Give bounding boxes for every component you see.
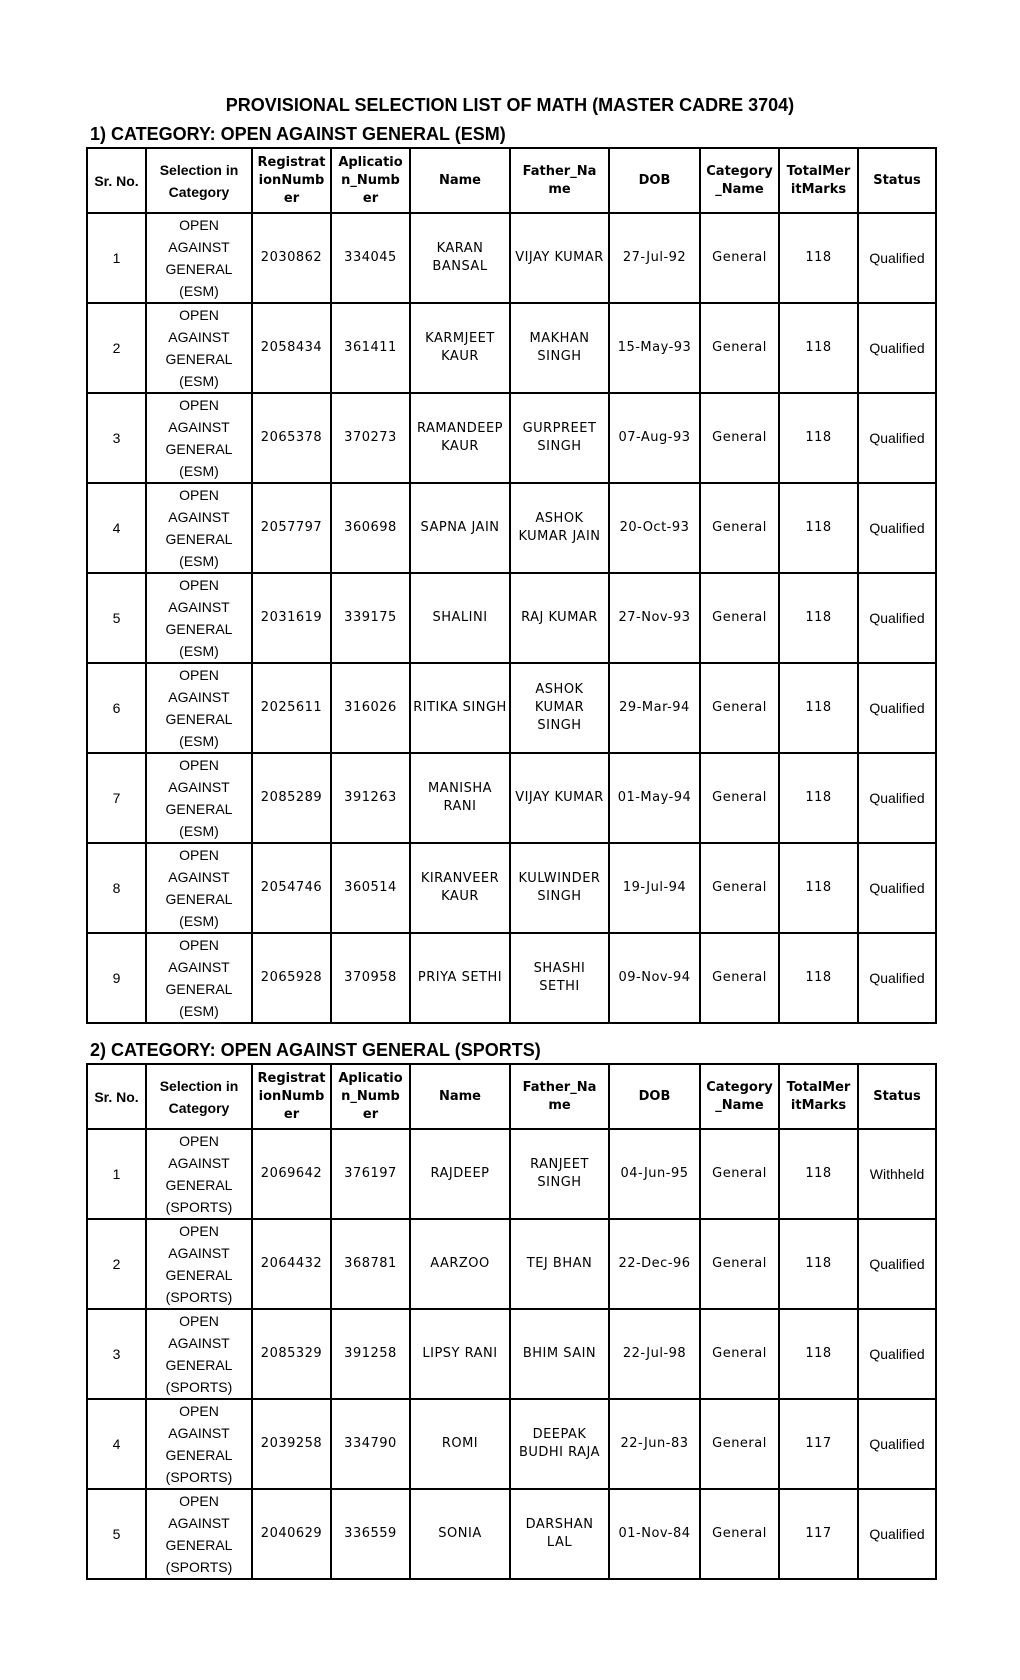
cell-sr-no: 6 (87, 663, 146, 753)
cell-dob: 22-Dec-96 (609, 1219, 700, 1309)
cell-sr-no: 8 (87, 843, 146, 933)
cell-selection-in-category: OPEN AGAINST GENERAL (ESM) (146, 573, 252, 663)
cell-category-name: General (700, 393, 779, 483)
header-dob: DOB (609, 1064, 700, 1129)
cell-sr-no: 3 (87, 393, 146, 483)
cell-father-name: DARSHAN LAL (510, 1489, 609, 1579)
cell-dob: 27-Nov-93 (609, 573, 700, 663)
cell-sr-no: 1 (87, 1129, 146, 1219)
cell-registration-number: 2085289 (252, 753, 331, 843)
cell-registration-number: 2064432 (252, 1219, 331, 1309)
cell-dob: 01-May-94 (609, 753, 700, 843)
cell-status: Qualified (858, 753, 936, 843)
cell-registration-number: 2065928 (252, 933, 331, 1023)
cell-name: PRIYA SETHI (410, 933, 510, 1023)
cell-sr-no: 3 (87, 1309, 146, 1399)
cell-father-name: RANJEET SINGH (510, 1129, 609, 1219)
cell-total-merit-marks: 117 (779, 1489, 858, 1579)
cell-dob: 22-Jun-83 (609, 1399, 700, 1489)
cell-total-merit-marks: 118 (779, 843, 858, 933)
cell-selection-in-category: OPEN AGAINST GENERAL (ESM) (146, 663, 252, 753)
cell-status: Qualified (858, 1309, 936, 1399)
header-selection-in-category: Selection in Category (146, 1064, 252, 1129)
table-row (87, 1309, 936, 1399)
cell-registration-number: 2058434 (252, 303, 331, 393)
cell-father-name: DEEPAK BUDHI RAJA (510, 1399, 609, 1489)
cell-sr-no: 2 (87, 1219, 146, 1309)
cell-selection-in-category: OPEN AGAINST GENERAL (ESM) (146, 213, 252, 303)
cell-name: AARZOO (410, 1219, 510, 1309)
cell-selection-in-category: OPEN AGAINST GENERAL (ESM) (146, 483, 252, 573)
cell-name: RAMANDEEP KAUR (410, 393, 510, 483)
cell-application-number: 336559 (331, 1489, 410, 1579)
cell-status: Qualified (858, 1489, 936, 1579)
cell-selection-in-category: OPEN AGAINST GENERAL (SPORTS) (146, 1489, 252, 1579)
cell-total-merit-marks: 118 (779, 303, 858, 393)
header-status: Status (858, 1064, 936, 1129)
table-row (87, 393, 936, 483)
cell-total-merit-marks: 118 (779, 1219, 858, 1309)
cell-father-name: ASHOK KUMAR SINGH (510, 663, 609, 753)
cell-total-merit-marks: 118 (779, 393, 858, 483)
cell-category-name: General (700, 933, 779, 1023)
cell-registration-number: 2054746 (252, 843, 331, 933)
header-selection-in-category: Selection in Category (146, 148, 252, 213)
header-father-name: Father_Na me (510, 1064, 609, 1129)
cell-category-name: General (700, 303, 779, 393)
cell-category-name: General (700, 843, 779, 933)
cell-father-name: TEJ BHAN (510, 1219, 609, 1309)
cell-name: KIRANVEER KAUR (410, 843, 510, 933)
cell-selection-in-category: OPEN AGAINST GENERAL (ESM) (146, 303, 252, 393)
cell-father-name: GURPREET SINGH (510, 393, 609, 483)
cell-category-name: General (700, 663, 779, 753)
header-father-name: Father_Na me (510, 148, 609, 213)
table-row (87, 483, 936, 573)
cell-selection-in-category: OPEN AGAINST GENERAL (ESM) (146, 843, 252, 933)
section-heading-sports: 2) CATEGORY: OPEN AGAINST GENERAL (SPORTS) (90, 1040, 541, 1060)
cell-category-name: General (700, 753, 779, 843)
cell-name: KARMJEET KAUR (410, 303, 510, 393)
cell-selection-in-category: OPEN AGAINST GENERAL (SPORTS) (146, 1309, 252, 1399)
cell-application-number: 316026 (331, 663, 410, 753)
cell-application-number: 361411 (331, 303, 410, 393)
cell-registration-number: 2039258 (252, 1399, 331, 1489)
cell-father-name: KULWINDER SINGH (510, 843, 609, 933)
cell-registration-number: 2040629 (252, 1489, 331, 1579)
cell-application-number: 334045 (331, 213, 410, 303)
cell-father-name: VIJAY KUMAR (510, 753, 609, 843)
cell-name: SONIA (410, 1489, 510, 1579)
cell-category-name: General (700, 1309, 779, 1399)
header-name: Name (410, 1064, 510, 1129)
cell-sr-no: 5 (87, 573, 146, 663)
cell-application-number: 360698 (331, 483, 410, 573)
cell-name: SAPNA JAIN (410, 483, 510, 573)
cell-total-merit-marks: 117 (779, 1399, 858, 1489)
cell-status: Qualified (858, 843, 936, 933)
cell-registration-number: 2057797 (252, 483, 331, 573)
cell-application-number: 376197 (331, 1129, 410, 1219)
cell-registration-number: 2069642 (252, 1129, 331, 1219)
table-row (87, 1489, 936, 1579)
cell-application-number: 339175 (331, 573, 410, 663)
header-registration-number: Registrat ionNumb er (252, 1064, 331, 1129)
cell-status: Qualified (858, 573, 936, 663)
cell-status: Withheld (858, 1129, 936, 1219)
cell-father-name: SHASHI SETHI (510, 933, 609, 1023)
cell-total-merit-marks: 118 (779, 573, 858, 663)
header-sr-no: Sr. No. (87, 148, 146, 213)
cell-total-merit-marks: 118 (779, 483, 858, 573)
table-header-row (87, 1064, 936, 1129)
cell-dob: 22-Jul-98 (609, 1309, 700, 1399)
cell-selection-in-category: OPEN AGAINST GENERAL (SPORTS) (146, 1399, 252, 1489)
cell-dob: 07-Aug-93 (609, 393, 700, 483)
cell-selection-in-category: OPEN AGAINST GENERAL (ESM) (146, 933, 252, 1023)
cell-status: Qualified (858, 1219, 936, 1309)
cell-dob: 19-Jul-94 (609, 843, 700, 933)
cell-status: Qualified (858, 933, 936, 1023)
cell-father-name: RAJ KUMAR (510, 573, 609, 663)
cell-registration-number: 2085329 (252, 1309, 331, 1399)
cell-registration-number: 2030862 (252, 213, 331, 303)
table-row (87, 303, 936, 393)
table-row (87, 213, 936, 303)
header-category-name: Category _Name (700, 148, 779, 213)
cell-registration-number: 2031619 (252, 573, 331, 663)
header-application-number: Aplicatio n_Numb er (331, 1064, 410, 1129)
cell-selection-in-category: OPEN AGAINST GENERAL (SPORTS) (146, 1129, 252, 1219)
cell-category-name: General (700, 573, 779, 663)
cell-dob: 27-Jul-92 (609, 213, 700, 303)
cell-status: Qualified (858, 393, 936, 483)
cell-application-number: 368781 (331, 1219, 410, 1309)
cell-name: RITIKA SINGH (410, 663, 510, 753)
cell-category-name: General (700, 483, 779, 573)
table-row (87, 1129, 936, 1219)
cell-sr-no: 1 (87, 213, 146, 303)
table-row (87, 573, 936, 663)
cell-name: KARAN BANSAL (410, 213, 510, 303)
cell-status: Qualified (858, 483, 936, 573)
table-row (87, 933, 936, 1023)
header-total-merit-marks: TotalMer itMarks (779, 148, 858, 213)
section-heading-esm: 1) CATEGORY: OPEN AGAINST GENERAL (ESM) (90, 124, 506, 144)
header-status: Status (858, 148, 936, 213)
cell-total-merit-marks: 118 (779, 213, 858, 303)
cell-selection-in-category: OPEN AGAINST GENERAL (SPORTS) (146, 1219, 252, 1309)
table-row (87, 753, 936, 843)
cell-category-name: General (700, 1399, 779, 1489)
cell-application-number: 391263 (331, 753, 410, 843)
header-category-name: Category _Name (700, 1064, 779, 1129)
cell-application-number: 370273 (331, 393, 410, 483)
cell-total-merit-marks: 118 (779, 753, 858, 843)
cell-father-name: ASHOK KUMAR JAIN (510, 483, 609, 573)
cell-total-merit-marks: 118 (779, 663, 858, 753)
cell-category-name: General (700, 1219, 779, 1309)
cell-name: MANISHA RANI (410, 753, 510, 843)
cell-total-merit-marks: 118 (779, 1309, 858, 1399)
cell-total-merit-marks: 118 (779, 1129, 858, 1219)
cell-sr-no: 4 (87, 483, 146, 573)
cell-selection-in-category: OPEN AGAINST GENERAL (ESM) (146, 393, 252, 483)
cell-father-name: VIJAY KUMAR (510, 213, 609, 303)
table-header-row (87, 148, 936, 213)
header-registration-number: Registrat ionNumb er (252, 148, 331, 213)
header-total-merit-marks: TotalMer itMarks (779, 1064, 858, 1129)
cell-sr-no: 9 (87, 933, 146, 1023)
cell-application-number: 370958 (331, 933, 410, 1023)
table-row (87, 843, 936, 933)
table-row (87, 1219, 936, 1309)
cell-sr-no: 5 (87, 1489, 146, 1579)
cell-status: Qualified (858, 303, 936, 393)
cell-dob: 20-Oct-93 (609, 483, 700, 573)
cell-application-number: 334790 (331, 1399, 410, 1489)
cell-category-name: General (700, 1129, 779, 1219)
cell-application-number: 360514 (331, 843, 410, 933)
cell-sr-no: 7 (87, 753, 146, 843)
cell-sr-no: 2 (87, 303, 146, 393)
selection-table-esm (86, 147, 937, 1024)
selection-table-sports (86, 1063, 937, 1580)
table-row (87, 663, 936, 753)
cell-registration-number: 2025611 (252, 663, 331, 753)
cell-total-merit-marks: 118 (779, 933, 858, 1023)
cell-sr-no: 4 (87, 1399, 146, 1489)
cell-name: SHALINI (410, 573, 510, 663)
cell-registration-number: 2065378 (252, 393, 331, 483)
cell-category-name: General (700, 1489, 779, 1579)
cell-name: RAJDEEP (410, 1129, 510, 1219)
cell-name: LIPSY RANI (410, 1309, 510, 1399)
cell-status: Qualified (858, 1399, 936, 1489)
cell-dob: 15-May-93 (609, 303, 700, 393)
cell-status: Qualified (858, 213, 936, 303)
cell-dob: 09-Nov-94 (609, 933, 700, 1023)
cell-application-number: 391258 (331, 1309, 410, 1399)
header-sr-no: Sr. No. (87, 1064, 146, 1129)
cell-father-name: BHIM SAIN (510, 1309, 609, 1399)
header-dob: DOB (609, 148, 700, 213)
cell-dob: 04-Jun-95 (609, 1129, 700, 1219)
cell-name: ROMI (410, 1399, 510, 1489)
table-row (87, 1399, 936, 1489)
cell-father-name: MAKHAN SINGH (510, 303, 609, 393)
header-application-number: Aplicatio n_Numb er (331, 148, 410, 213)
header-name: Name (410, 148, 510, 213)
cell-dob: 01-Nov-84 (609, 1489, 700, 1579)
cell-status: Qualified (858, 663, 936, 753)
cell-selection-in-category: OPEN AGAINST GENERAL (ESM) (146, 753, 252, 843)
cell-category-name: General (700, 213, 779, 303)
page-title: PROVISIONAL SELECTION LIST OF MATH (MASTER CADRE 3704) (225, 95, 795, 115)
cell-dob: 29-Mar-94 (609, 663, 700, 753)
